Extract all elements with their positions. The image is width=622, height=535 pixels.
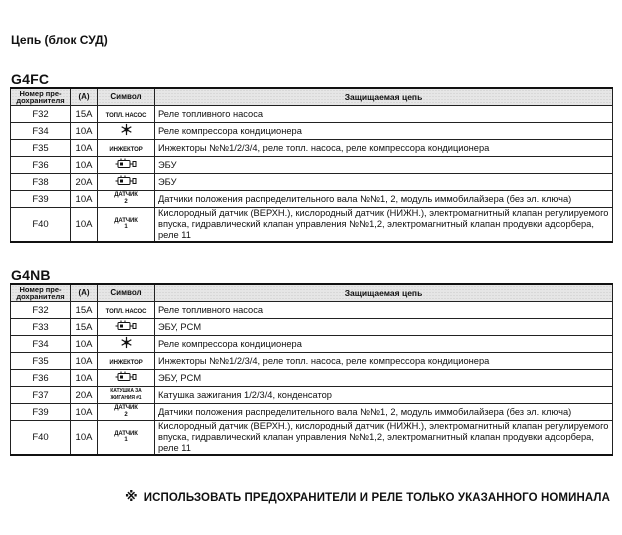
fuse-symbol bbox=[98, 370, 155, 387]
fuse-number: F39 bbox=[11, 404, 71, 421]
protected-circuit: Кислородный датчик (ВЕРХН.), кислородный датчик (НИЖН.), электромагнитный клапан регулируемого впуска, гидравлический клапан управления №№1,2, электромагнитный клапан продувки адсорбера, реле 11 bbox=[155, 208, 613, 243]
fuse-symbol bbox=[98, 421, 155, 456]
fuse-amperage: 10A bbox=[71, 336, 98, 353]
fuse-symbol bbox=[98, 174, 155, 191]
protected-circuit: ЭБУ bbox=[155, 174, 613, 191]
symbol-label: КАТУШКА ЗА ЖИГАНИЯ #1 bbox=[110, 388, 142, 401]
protected-circuit: ЭБУ bbox=[155, 157, 613, 174]
table-row bbox=[11, 302, 613, 319]
table-row bbox=[11, 140, 613, 157]
snowflake-icon bbox=[120, 336, 133, 352]
table-row bbox=[11, 387, 613, 404]
table-row bbox=[11, 353, 613, 370]
page-title: Цепь (блок СУД) bbox=[11, 33, 108, 47]
symbol-label: ДАТЧИК 1 bbox=[114, 430, 138, 444]
fuse-symbol bbox=[98, 353, 155, 370]
section-title-g4fc: G4FC bbox=[11, 71, 50, 87]
fuse-number: F40 bbox=[11, 421, 71, 456]
footnote-text: ИСПОЛЬЗОВАТЬ ПРЕДОХРАНИТЕЛИ И РЕЛЕ ТОЛЬКО УКАЗАННОГО НОМИНАЛА bbox=[143, 492, 610, 504]
column-header-protected-circuit: Защищаемая цепь bbox=[155, 88, 613, 106]
symbol-label: ДАТЧИК 2 bbox=[114, 405, 138, 418]
protected-circuit: Кислородный датчик (ВЕРХН.), кислородный датчик (НИЖН.), электромагнитный клапан регулируемого впуска, гидравлический клапан управления №№1,2, электромагнитный клапан продувки адсорбера, реле 11 bbox=[155, 421, 613, 456]
table-row bbox=[11, 370, 613, 387]
symbol-label: ТОПЛ. НАСОС bbox=[105, 308, 147, 315]
fuse-amperage: 10A bbox=[71, 140, 98, 157]
fuse-amperage: 20A bbox=[71, 174, 98, 191]
snowflake-icon bbox=[120, 123, 133, 139]
fuse-amperage: 10A bbox=[71, 157, 98, 174]
engine-ecu-icon bbox=[115, 158, 137, 172]
fuse-symbol bbox=[98, 208, 155, 243]
fuse-amperage: 10A bbox=[71, 421, 98, 456]
table-row bbox=[11, 191, 613, 208]
protected-circuit: Катушка зажигания 1/2/3/4, конденсатор bbox=[155, 387, 613, 404]
fuse-number: F35 bbox=[11, 140, 71, 157]
engine-ecu-icon bbox=[115, 175, 137, 189]
fuse-symbol bbox=[98, 106, 155, 123]
fuse-number: F40 bbox=[11, 208, 71, 243]
fuse-table-g4nb bbox=[10, 283, 613, 456]
fuse-number: F35 bbox=[11, 353, 71, 370]
table-header-row bbox=[11, 284, 613, 302]
table-row bbox=[11, 336, 613, 353]
table-row bbox=[11, 157, 613, 174]
column-header-fuse-number: Номер пре- дохранителя bbox=[11, 88, 71, 106]
table-row bbox=[11, 208, 613, 243]
fuse-amperage: 10A bbox=[71, 191, 98, 208]
fuse-symbol bbox=[98, 191, 155, 208]
fuse-amperage: 10A bbox=[71, 208, 98, 243]
fuse-amperage: 10A bbox=[71, 123, 98, 140]
table-row bbox=[11, 319, 613, 336]
fuse-amperage: 15A bbox=[71, 302, 98, 319]
fuse-number: F32 bbox=[11, 302, 71, 319]
fuse-symbol bbox=[98, 157, 155, 174]
fuse-number: F37 bbox=[11, 387, 71, 404]
fuse-symbol bbox=[98, 336, 155, 353]
symbol-label: ДАТЧИК 1 bbox=[114, 217, 138, 231]
protected-circuit: Реле компрессора кондиционера bbox=[155, 336, 613, 353]
fuse-number: F33 bbox=[11, 319, 71, 336]
fuse-number: F36 bbox=[11, 157, 71, 174]
symbol-label: ДАТЧИК 2 bbox=[114, 192, 138, 205]
engine-ecu-icon bbox=[115, 371, 137, 385]
fuse-symbol bbox=[98, 404, 155, 421]
fuse-number: F34 bbox=[11, 336, 71, 353]
column-header-symbol: Символ bbox=[98, 284, 155, 302]
reference-mark-icon: ※ bbox=[125, 489, 138, 504]
protected-circuit: Датчики положения распределительного вала №№1, 2, модуль иммобилайзера (без эл. ключа) bbox=[155, 404, 613, 421]
table-row bbox=[11, 404, 613, 421]
column-header-amperage: (A) bbox=[71, 284, 98, 302]
column-header-fuse-number: Номер пре- дохранителя bbox=[11, 284, 71, 302]
protected-circuit: Инжекторы №№1/2/3/4, реле топл. насоса, реле компрессора кондиционера bbox=[155, 140, 613, 157]
protected-circuit: Реле топливного насоса bbox=[155, 106, 613, 123]
protected-circuit: Реле компрессора кондиционера bbox=[155, 123, 613, 140]
column-header-protected-circuit: Защищаемая цепь bbox=[155, 284, 613, 302]
fuse-amperage: 20A bbox=[71, 387, 98, 404]
fuse-symbol bbox=[98, 302, 155, 319]
protected-circuit: ЭБУ, PCM bbox=[155, 370, 613, 387]
table-row bbox=[11, 174, 613, 191]
table-row bbox=[11, 421, 613, 456]
table-row bbox=[11, 106, 613, 123]
fuse-symbol bbox=[98, 387, 155, 404]
footnote bbox=[125, 489, 610, 505]
fuse-table-g4fc bbox=[10, 87, 613, 243]
fuse-number: F36 bbox=[11, 370, 71, 387]
table-header-row bbox=[11, 88, 613, 106]
fuse-number: F39 bbox=[11, 191, 71, 208]
fuse-amperage: 15A bbox=[71, 106, 98, 123]
table-row bbox=[11, 123, 613, 140]
fuse-amperage: 10A bbox=[71, 353, 98, 370]
fuse-number: F38 bbox=[11, 174, 71, 191]
symbol-label: ИНЖЕКТОР bbox=[109, 359, 143, 366]
protected-circuit: Инжекторы №№1/2/3/4, реле топл. насоса, реле компрессора кондиционера bbox=[155, 353, 613, 370]
fuse-symbol bbox=[98, 319, 155, 336]
symbol-label: ТОПЛ. НАСОС bbox=[105, 112, 147, 119]
fuse-amperage: 10A bbox=[71, 370, 98, 387]
column-header-symbol: Символ bbox=[98, 88, 155, 106]
fuse-number: F34 bbox=[11, 123, 71, 140]
protected-circuit: Датчики положения распределительного вала №№1, 2, модуль иммобилайзера (без эл. ключа) bbox=[155, 191, 613, 208]
protected-circuit: ЭБУ, PCM bbox=[155, 319, 613, 336]
fuse-amperage: 10A bbox=[71, 404, 98, 421]
symbol-label: ИНЖЕКТОР bbox=[109, 146, 143, 153]
fuse-amperage: 15A bbox=[71, 319, 98, 336]
section-title-g4nb: G4NB bbox=[11, 267, 51, 283]
fuse-symbol bbox=[98, 123, 155, 140]
fuse-number: F32 bbox=[11, 106, 71, 123]
protected-circuit: Реле топливного насоса bbox=[155, 302, 613, 319]
engine-ecu-icon bbox=[115, 320, 137, 334]
column-header-amperage: (A) bbox=[71, 88, 98, 106]
fuse-symbol bbox=[98, 140, 155, 157]
